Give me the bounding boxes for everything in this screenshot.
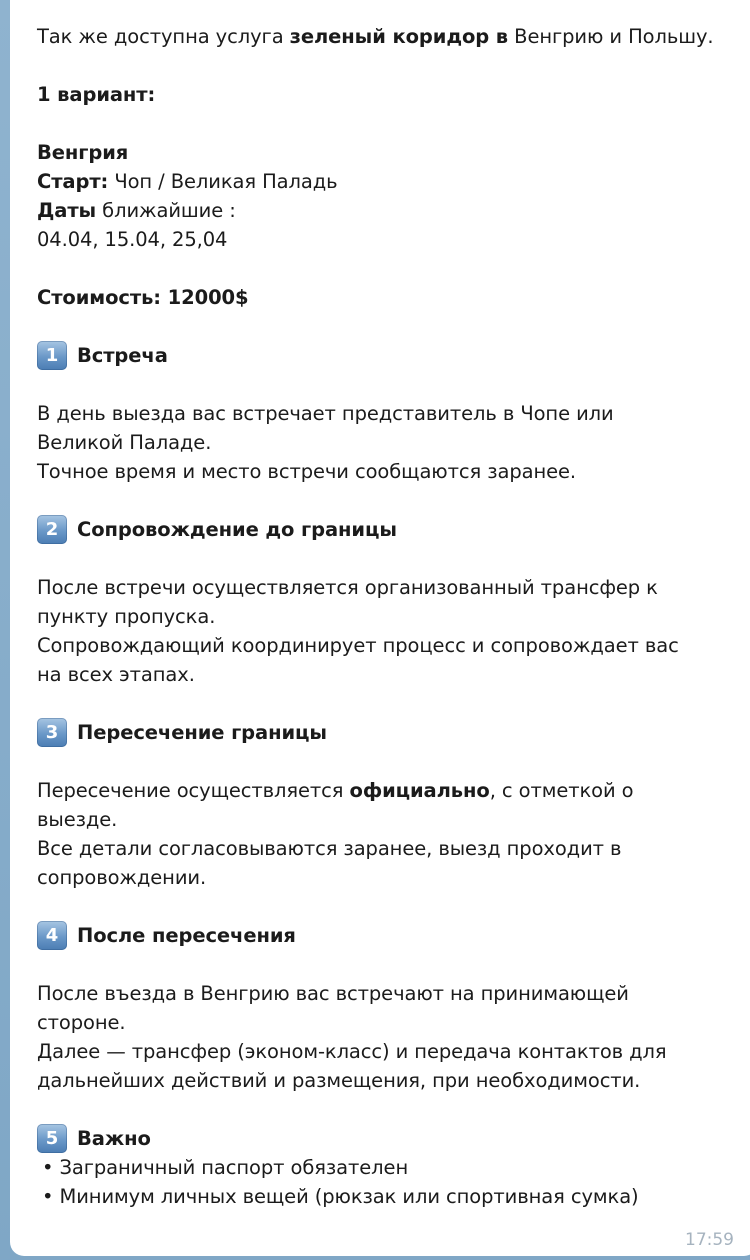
intro-line: Так же доступна услуга зеленый коридор в Венгрию и Польшу. [37, 25, 714, 48]
section-1-text: Точное время и место встречи сообщаются заранее. [37, 460, 577, 483]
section-3-text: сопровождении. [37, 866, 207, 889]
dates-line: Даты ближайшие : [37, 199, 236, 222]
section-1-header [37, 341, 747, 370]
section-4-title: После пересечения [77, 924, 296, 947]
section-3-header [37, 718, 747, 747]
section-4-text: После въезда в Венгрию вас встречают на принимающей [37, 982, 629, 1005]
message-bubble[interactable] [10, 0, 750, 1256]
bullet-item: • Заграничный паспорт обязателен [42, 1156, 409, 1179]
section-1-text: В день выезда вас встречает представитель в Чопе или [37, 402, 614, 425]
section-4-text: дальнейших действий и размещения, при необходимости. [37, 1069, 641, 1092]
section-2-title: Сопровождение до границы [77, 518, 397, 541]
section-3-title: Пересечение границы [77, 721, 327, 744]
section-4-header [37, 921, 747, 950]
keycap-1-icon: 1 [37, 341, 67, 370]
section-3-text: Пересечение осуществляется официально, с отметкой о [37, 779, 634, 802]
section-2-text: После встречи осуществляется организованный трансфер к [37, 576, 658, 599]
keycap-2-icon: 2 [37, 515, 67, 544]
section-2-text: Сопровождающий координирует процесс и сопровождает вас [37, 634, 679, 657]
section-3-text: Все детали согласовываются заранее, выезд проходит в [37, 837, 622, 860]
message-timestamp: 17:59 [685, 1230, 734, 1250]
section-2-text: пункту пропуска. [37, 605, 216, 628]
section-3-text: выезде. [37, 808, 118, 831]
keycap-5-icon: 5 [37, 1124, 67, 1153]
section-5-title: Важно [77, 1127, 151, 1150]
bullet-item: • Минимум личных вещей (рюкзак или спортивная сумка) [42, 1185, 639, 1208]
keycap-3-icon: 3 [37, 718, 67, 747]
section-5-header [37, 1124, 747, 1153]
dates-value: 04.04, 15.04, 25,04 [37, 228, 228, 251]
message-text [37, 22, 747, 1211]
section-1-text: Великой Паладе. [37, 431, 212, 454]
country-heading: Венгрия [37, 141, 129, 164]
keycap-4-icon: 4 [37, 921, 67, 950]
start-line: Старт: Чоп / Великая Паладь [37, 170, 338, 193]
cost-line: Стоимость: 12000$ [37, 286, 249, 309]
section-2-text: на всех этапах. [37, 663, 195, 686]
section-1-title: Встреча [77, 344, 168, 367]
section-4-text: Далее — трансфер (эконом-класс) и передача контактов для [37, 1040, 667, 1063]
variant-heading: 1 вариант: [37, 83, 156, 106]
section-2-header [37, 515, 747, 544]
section-4-text: стороне. [37, 1011, 126, 1034]
